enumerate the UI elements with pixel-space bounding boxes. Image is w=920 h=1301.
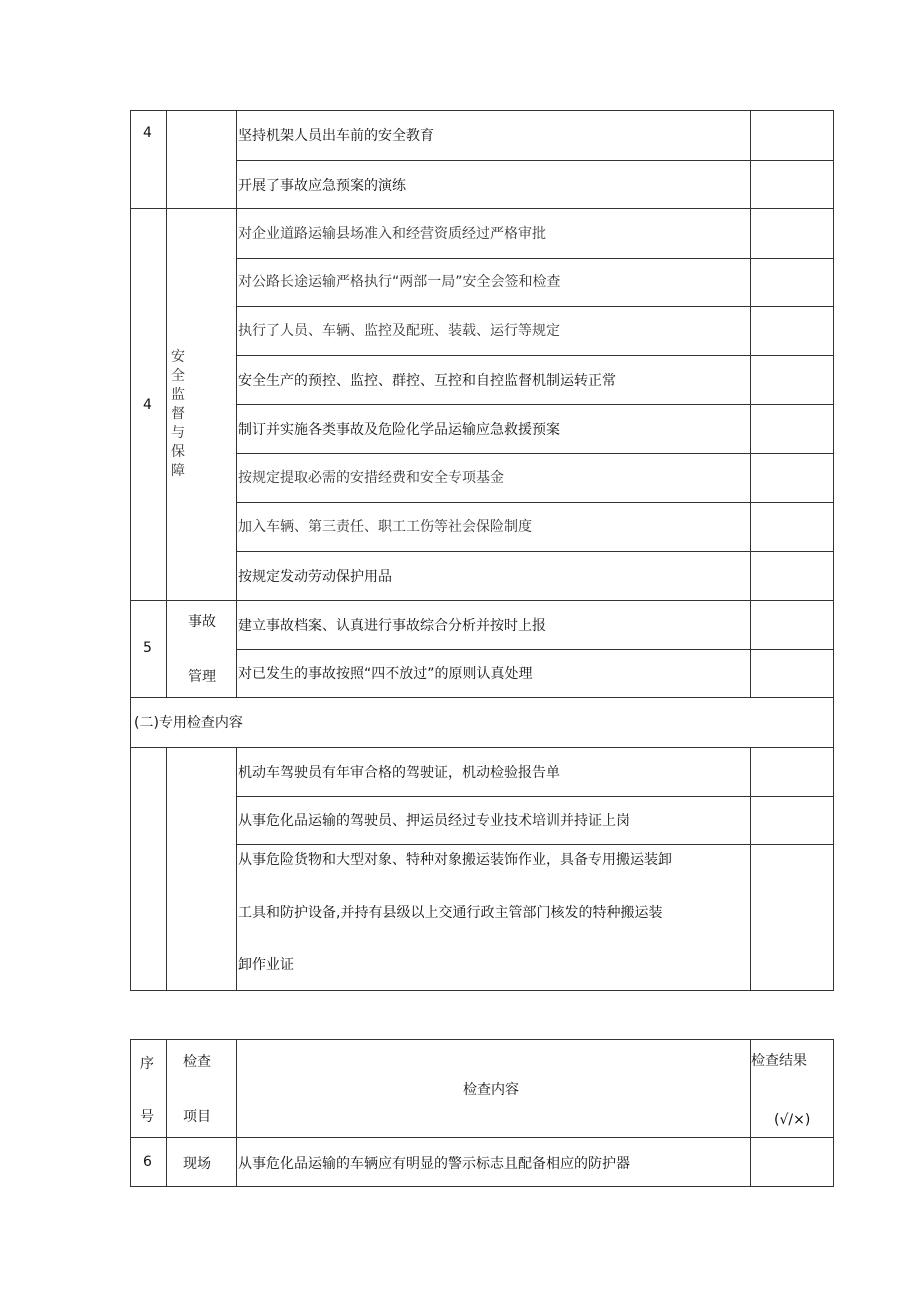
check-item-text: 对已发生的事故按照“四不放过”的原则认真处理 <box>238 666 533 682</box>
check-item-text: 安全生产的预控、监控、群控、互控和自控监督机制运转正常 <box>238 373 616 389</box>
row-divider <box>236 306 833 307</box>
row-divider <box>236 453 833 454</box>
row-divider <box>130 208 833 209</box>
col-divider <box>166 110 167 697</box>
header-seq: 序 <box>140 1056 154 1072</box>
category-label: 安全监督与保障 <box>171 349 185 479</box>
seq-number: 4 <box>143 397 152 413</box>
col-divider <box>166 747 167 990</box>
row-divider <box>130 600 833 601</box>
check-item-text: 对公路长途运输严格执行“两部一局”安全会签和检查 <box>238 274 561 290</box>
section-title: (二)专用检查内容 <box>134 715 243 731</box>
col-divider <box>236 747 237 990</box>
row-divider <box>130 697 833 698</box>
row-divider <box>236 160 833 161</box>
header-seq: 号 <box>140 1109 154 1125</box>
header-item: 项目 <box>183 1109 211 1125</box>
check-item-text: 从事危化品运输的驾驶员、押运员经过专业技术培训并持证上岗 <box>238 813 630 829</box>
check-item-text: 执行了人员、车辆、监控及配班、装载、运行等规定 <box>238 323 560 339</box>
category-label: 事故 <box>188 614 216 630</box>
row-divider <box>236 502 833 503</box>
seq-number: 4 <box>143 125 152 141</box>
row-divider <box>236 796 833 797</box>
check-item-text: 制订并实施各类事故及危险化学品运输应急救援预案 <box>238 422 560 438</box>
seq-number: 5 <box>143 640 152 656</box>
row-divider <box>236 649 833 650</box>
check-item-text: 对企业道路运输县场准入和经营资质经过严格审批 <box>238 226 546 242</box>
check-item-text: 工具和防护设备,并持有县级以上交通行政主管部门核发的特种搬运装 <box>238 905 663 921</box>
table-border-left <box>130 110 131 991</box>
col-divider <box>166 1039 167 1187</box>
table-border-right <box>833 110 834 991</box>
table-border-bottom <box>130 990 834 991</box>
row-divider <box>236 355 833 356</box>
row-divider <box>130 747 833 748</box>
col-divider <box>750 747 751 990</box>
check-item-text: 从事危化品运输的车辆应有明显的警示标志且配备相应的防护器 <box>238 1156 630 1172</box>
row-divider <box>236 258 833 259</box>
category-label: 现场 <box>183 1156 211 1172</box>
check-item-text: 开展了事故应急预案的演练 <box>238 178 406 194</box>
category-label: 管理 <box>188 669 216 685</box>
table-border-right <box>833 1039 834 1187</box>
header-result: (√/×) <box>774 1112 811 1128</box>
check-item-text: 机动车驾驶员有年审合格的驾驶证，机动检验报告单 <box>238 765 560 781</box>
header-result: 检查结果 <box>751 1053 807 1069</box>
header-item: 检查 <box>183 1054 211 1070</box>
row-divider <box>236 844 833 845</box>
table-border-left <box>130 1039 131 1187</box>
check-item-text: 坚持机架人员出车前的安全教育 <box>238 128 434 144</box>
row-divider <box>236 551 833 552</box>
check-item-text: 按规定提取必需的安措经费和安全专项基金 <box>238 470 504 486</box>
check-item-text: 加入车辆、第三责任、职工工伤等社会保险制度 <box>238 519 532 535</box>
check-item-text: 按规定发动劳动保护用品 <box>238 569 392 585</box>
header-content: 检查内容 <box>463 1082 519 1098</box>
check-item-text: 卸作业证 <box>238 957 294 973</box>
row-divider <box>236 404 833 405</box>
col-divider <box>236 1039 237 1187</box>
check-item-text: 建立事故档案、认真进行事故综合分析并按时上报 <box>238 618 546 634</box>
seq-number: 6 <box>143 1154 152 1170</box>
check-item-text: 从事危险货物和大型对象、特种对象搬运装饰作业，具备专用搬运装卸 <box>238 852 672 868</box>
